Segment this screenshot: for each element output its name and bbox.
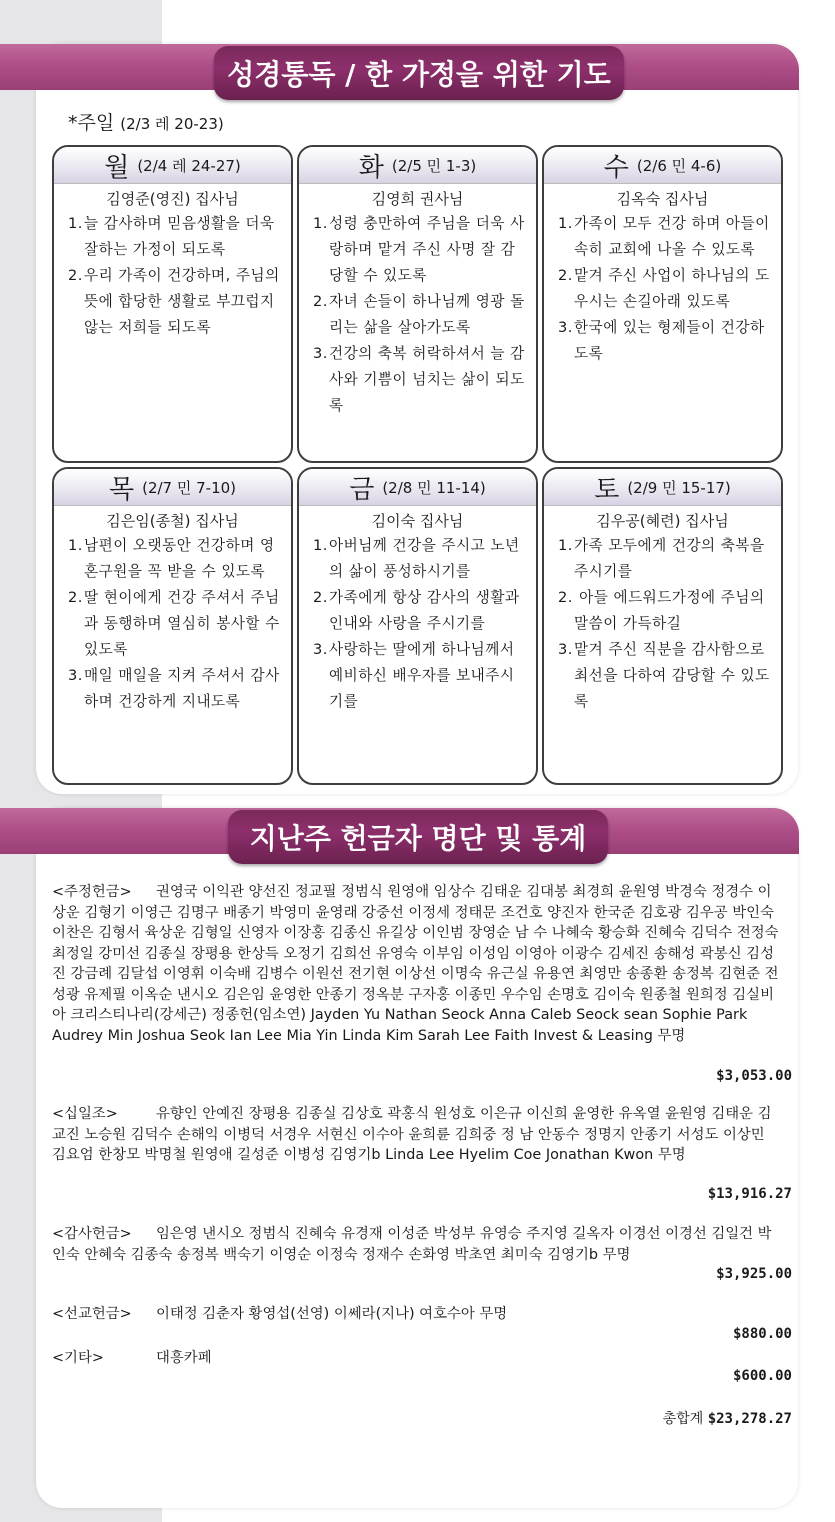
prayer-item: [313, 637, 526, 715]
item-num: 1.: [68, 215, 83, 232]
offering-total: $600.00: [732, 1368, 792, 1384]
offering-section-other: [52, 1348, 782, 1369]
offering-names: 유향인 안예진 장평용 김종실 김상호 곽홍식 원성호 이은규 이신희 윤영한 유옥열 윤원영 김태운 김교진 노승원 김덕수 손해익 이병덕 서경우 서현신 이수아 윤희륜 김희중 정 남 안동수 정명지 안종기 서성도 이상민 김요엄 한창모 박명철 원영애 길성준 이병성 김영기b Linda Lee Hyelim Coe Jonathan Kwon 무명: [52, 1106, 772, 1163]
prayer-item: [313, 585, 526, 637]
item-num: 2.: [68, 267, 83, 284]
day-name: 수: [603, 152, 629, 183]
item-num: 3.: [313, 345, 328, 362]
prayer-list: [54, 211, 291, 341]
offering-panel: [36, 808, 798, 1508]
day-card-fri: [297, 467, 538, 785]
item-text: 건강의 축복 허락하셔서 늘 감사와 기쁨이 넘치는 삶이 되도록: [329, 345, 525, 414]
item-num: 1.: [313, 215, 328, 232]
offering-category: <감사헌금>: [52, 1226, 132, 1242]
item-num: 3.: [68, 667, 83, 684]
prayer-item: [68, 263, 281, 341]
offering-section-tithe: [52, 1104, 782, 1166]
day-ref: (2/4 레 24-27): [137, 156, 241, 175]
prayer-list: [299, 533, 536, 715]
offering-category: <기타>: [52, 1350, 104, 1366]
item-text: 남편이 오랫동안 건강하며 영혼구원을 꼭 받을 수 있도록: [84, 537, 275, 580]
item-text: 가족이 모두 건강 하며 아들이 속히 교회에 나올 수 있도록: [574, 215, 770, 258]
day-card-tue: [297, 145, 538, 463]
item-text: 사랑하는 딸에게 하나님께서 예비하신 배우자를 보내주시기를: [329, 641, 515, 710]
prayer-person: 김옥숙 집사님: [616, 190, 709, 208]
day-header: [544, 469, 781, 506]
item-text: 자녀 손들이 하나님께 영광 돌리는 삶을 살아가도록: [329, 293, 525, 336]
item-text: 맡겨 주신 직분을 감사함으로 최선을 다하여 감당할 수 있도록: [574, 641, 770, 710]
item-text: 아들 에드워드가정에 주님의 말씀이 가득하길: [574, 589, 765, 632]
prayer-list: [544, 211, 781, 367]
day-header: [299, 469, 536, 506]
offering-names: 대흥카페: [156, 1350, 212, 1366]
offering-category: <선교헌금>: [52, 1306, 132, 1322]
item-num: 3.: [558, 319, 573, 336]
day-name: 목: [108, 474, 135, 505]
prayer-item: [558, 637, 771, 715]
prayer-item: [313, 289, 526, 341]
day-card-wed: [542, 145, 783, 463]
item-text: 아버님께 건강을 주시고 노년의 삶이 풍성하시기를: [329, 537, 520, 580]
prayer-list: [544, 533, 781, 715]
item-text: 딸 현이에게 건강 주셔서 주님과 동행하며 열심히 봉사할 수 있도록: [84, 589, 280, 658]
prayer-panel: [36, 44, 798, 794]
offering-category: <십일조>: [52, 1106, 118, 1122]
prayer-person: 김영희 권사님: [371, 190, 464, 208]
prayer-item: [558, 585, 771, 637]
prayer-list: [299, 211, 536, 419]
offering-total: $3,053.00: [716, 1068, 792, 1084]
day-header: [54, 469, 291, 506]
day-ref: (2/7 민 7-10): [142, 478, 237, 497]
offering-total: $3,925.00: [716, 1266, 792, 1282]
prayer-person: 김영준(영진) 집사님: [106, 190, 239, 208]
day-ref: (2/5 민 1-3): [391, 156, 477, 175]
offering-total: $880.00: [732, 1326, 792, 1342]
day-card-sat: [542, 467, 783, 785]
item-num: 1.: [558, 537, 573, 554]
day-name: 월: [104, 152, 130, 183]
item-text: 가족 모두에게 건강의 축복을 주시기를: [574, 537, 765, 580]
sunday-ref: (2/3 레 20-23): [120, 115, 224, 133]
prayer-item: [68, 533, 281, 585]
sunday-reading: [68, 108, 224, 135]
item-num: 1.: [313, 537, 328, 554]
offering-section-main: [52, 882, 782, 1046]
item-text: 매일 매일을 지켜 주셔서 감사하며 건강하게 지내도록: [84, 667, 280, 710]
offering-section-thanks: [52, 1224, 782, 1265]
item-num: 3.: [313, 641, 328, 658]
day-card-mon: [52, 145, 293, 463]
prayer-item: [68, 585, 281, 663]
prayer-item: [558, 263, 771, 315]
prayer-item: [313, 341, 526, 419]
prayer-item: [313, 533, 526, 585]
item-num: 2.: [68, 589, 83, 606]
grand-total-amount: $23,278.27: [707, 1411, 792, 1427]
day-header: [299, 147, 536, 184]
prayer-title: 성경통독 / 한 가정을 위한 기도: [214, 46, 624, 100]
item-text: 우리 가족이 건강하며, 주님의 뜻에 합당한 생활로 부끄럽지 않는 저희들 되도록: [84, 267, 280, 336]
day-ref: (2/6 민 4-6): [636, 156, 722, 175]
item-text: 맡겨 주신 사업이 하나님의 도우시는 손길아래 있도록: [574, 267, 770, 310]
item-num: 2.: [313, 293, 328, 310]
day-ref: (2/9 민 15-17): [627, 478, 731, 497]
offering-section-mission: [52, 1304, 782, 1325]
offering-total: $13,916.27: [707, 1186, 792, 1202]
prayer-list: [54, 533, 291, 715]
item-num: 1.: [558, 215, 573, 232]
prayer-item: [558, 315, 771, 367]
prayer-item: [68, 211, 281, 263]
offering-names: 임은영 낸시오 정범식 진혜숙 유경재 이성준 박성부 유영승 주지영 길옥자 이경선 이경선 김일건 박인숙 안혜숙 김종숙 송정복 백숙기 이영순 이정숙 정재수 손화영 박초연 최미숙 김영기b 무명: [52, 1226, 772, 1263]
day-header: [544, 147, 781, 184]
offering-names: 권영국 이익관 양선진 정교필 정범식 원영애 임상수 김태운 김대봉 최경희 윤원영 박경숙 정경수 이상운 김형기 이영근 김명구 배종기 박영미 윤영래 강중선 이정세 정태문 조건호 양진자 한국준 김호광 김우공 박인숙 이찬은 김형서 육상운 김형일 신영자 이장홍 김종신 유길상 이인범 장영순 남 수 나혜숙 황승화 진혜숙 김덕수 전정숙 최정일 강미선 김종실 장평용 한상득 오정기 김희선 유영숙 이부임 이성임 이영아 이광수 김세진 송해성 곽봉신 김성진 강금례 김달섭 이영휘 이숙배 김병수 이원선 전기현 이상선 이명숙 유근실 유용연 최영만 송종환 송정복 김현준 전성광 유제필 이옥순 낸시오 김은임 윤영한 안종기 정옥분 구자홍 이종민 우수임 손명호 김이숙 원종철 원희정 김실비아 크리스티나리(강세근) 정종헌(임소연) Jayden Yu Nathan Seock Anna Caleb Seock sean Sophie Park Audrey Min Joshua Seok Ian Lee Mia Yin Linda Kim Sarah Lee Faith Invest & Leasing 무명: [52, 884, 779, 1044]
item-num: 2.: [558, 589, 573, 606]
day-card-thu: [52, 467, 293, 785]
day-name: 화: [358, 152, 384, 183]
offering-title: 지난주 헌금자 명단 및 통계: [228, 810, 608, 864]
prayer-item: [558, 533, 771, 585]
grand-total-label: 총합계: [662, 1411, 704, 1427]
item-num: 2.: [313, 589, 328, 606]
sunday-label: *주일: [68, 112, 115, 134]
prayer-person: 김이숙 집사님: [371, 512, 464, 530]
prayer-item: [558, 211, 771, 263]
day-ref: (2/8 민 11-14): [382, 478, 486, 497]
day-name: 금: [349, 474, 375, 505]
day-name: 토: [594, 474, 620, 505]
item-num: 2.: [558, 267, 573, 284]
item-text: 성령 충만하여 주님을 더욱 사랑하며 맡겨 주신 사명 잘 감당할 수 있도록: [329, 215, 525, 284]
offering-names: 이태정 김춘자 황영섭(선영) 이쎄라(지나) 여호수아 무명: [156, 1306, 508, 1322]
day-header: [54, 147, 291, 184]
item-text: 가족에게 항상 감사의 생활과 인내와 사랑을 주시기를: [329, 589, 520, 632]
item-text: 한국에 있는 형제들이 건강하도록: [574, 319, 765, 362]
offering-category: <주정헌금>: [52, 884, 132, 900]
grand-total: [663, 1408, 792, 1428]
prayer-person: 김은임(종철) 집사님: [106, 512, 239, 530]
item-num: 3.: [558, 641, 573, 658]
item-text: 늘 감사하며 믿음생활을 더욱 잘하는 가정이 되도록: [84, 215, 275, 258]
prayer-item: [313, 211, 526, 289]
prayer-item: [68, 663, 281, 715]
item-num: 1.: [68, 537, 83, 554]
prayer-person: 김우공(혜련) 집사님: [596, 512, 729, 530]
